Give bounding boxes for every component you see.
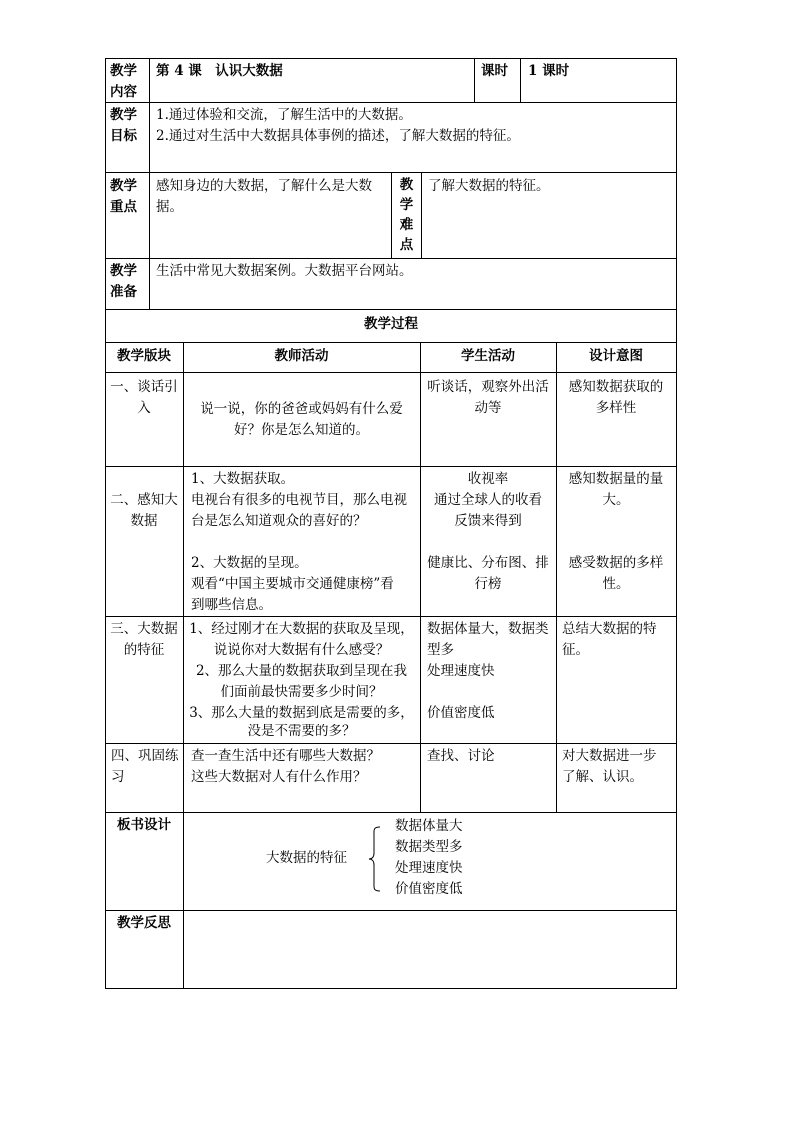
student-cell: 查找、讨论 <box>427 748 495 764</box>
teacher-cell: 说一说，你的爸爸或妈妈有什么爱 好？你是怎么知道的。 <box>200 401 403 438</box>
board-item: 处理速度快 <box>395 860 463 876</box>
student-cell: 收视率 通过全球人的收看 反馈来得到 健康比、分布图、排 行榜 <box>427 471 549 592</box>
goal-label: 教学 目标 <box>110 107 137 144</box>
difficulty-label: 教 学 难 点 <box>399 177 414 253</box>
intent-cell: 对大数据进一步 了解、认识。 <box>562 748 657 785</box>
student-cell: 听谈话，观察外出活 动等 <box>427 379 549 416</box>
board-label: 板书设计 <box>117 817 171 833</box>
content-label: 教学 内容 <box>110 63 137 100</box>
header-section: 教学版块 <box>117 348 171 364</box>
section-cell: 三、大数据 的特征 <box>110 621 178 658</box>
process-title: 教学过程 <box>364 316 418 332</box>
board-center: 大数据的特征 <box>266 850 347 866</box>
intent-cell: 感知数据获取的 多样性 <box>568 379 664 416</box>
key-label: 教学 重点 <box>110 178 137 215</box>
section-cell: 四、巩固练 习 <box>111 748 179 785</box>
hours-value: 1 课时 <box>528 63 570 79</box>
lesson-title: 第 4 课 认识大数据 <box>156 63 283 79</box>
goal-list <box>156 105 520 147</box>
brace-icon <box>368 826 382 892</box>
reflection-label: 教学反思 <box>117 915 171 931</box>
hours-label: 课时 <box>481 63 508 79</box>
prep-text: 生活中常见大数据案例。大数据平台网站。 <box>156 263 413 279</box>
intent-cell: 总结大数据的特 征。 <box>562 621 657 658</box>
section-cell: 一、谈话引 入 <box>110 379 178 416</box>
header-teacher: 教师活动 <box>274 348 329 364</box>
board-items <box>395 816 463 900</box>
teacher-cell: 1、经过刚才在大数据的获取及呈现， 说说你对大数据有什么感受？ 2、那么大量的数据获取到呈现在我 们面前最快需要多少时间？ 3、那么大量的数据到底是需要的多， 没是不需要的多？ <box>189 621 414 738</box>
board-item: 价值密度低 <box>395 881 463 897</box>
goal-item: 1.通过体验和交流，了解生活中的大数据。 <box>156 107 412 123</box>
student-cell: 数据体量大，数据类 型多 处理速度快 价值密度低 <box>427 621 549 721</box>
prep-label: 教学 准备 <box>110 263 137 300</box>
header-intent: 设计意图 <box>589 348 643 364</box>
key-points: 感知身边的大数据，了解什么是大数 据。 <box>156 178 372 215</box>
board-item: 数据体量大 <box>395 818 463 834</box>
section-cell: 二、感知大 数据 <box>110 492 178 529</box>
teacher-cell: 查一查生活中还有哪些大数据？ 这些大数据对人有什么作用？ <box>191 748 380 785</box>
board-item: 数据类型多 <box>395 839 463 855</box>
teacher-cell: 1、大数据获取。 电视台有很多的电视节目，那么电视 台是怎么知道观众的喜好的？ 2、大数据的呈现。 观看“中国主要城市交通健康榜”看 到哪些信息。 <box>191 471 407 613</box>
goal-item: 2.通过对生活中大数据具体事例的描述，了解大数据的特征。 <box>156 128 520 144</box>
header-student: 学生活动 <box>461 348 515 364</box>
difficulty-text: 了解大数据的特征。 <box>428 178 550 194</box>
intent-cell: 感知数据量的量 大。 感受数据的多样 性。 <box>568 471 664 592</box>
